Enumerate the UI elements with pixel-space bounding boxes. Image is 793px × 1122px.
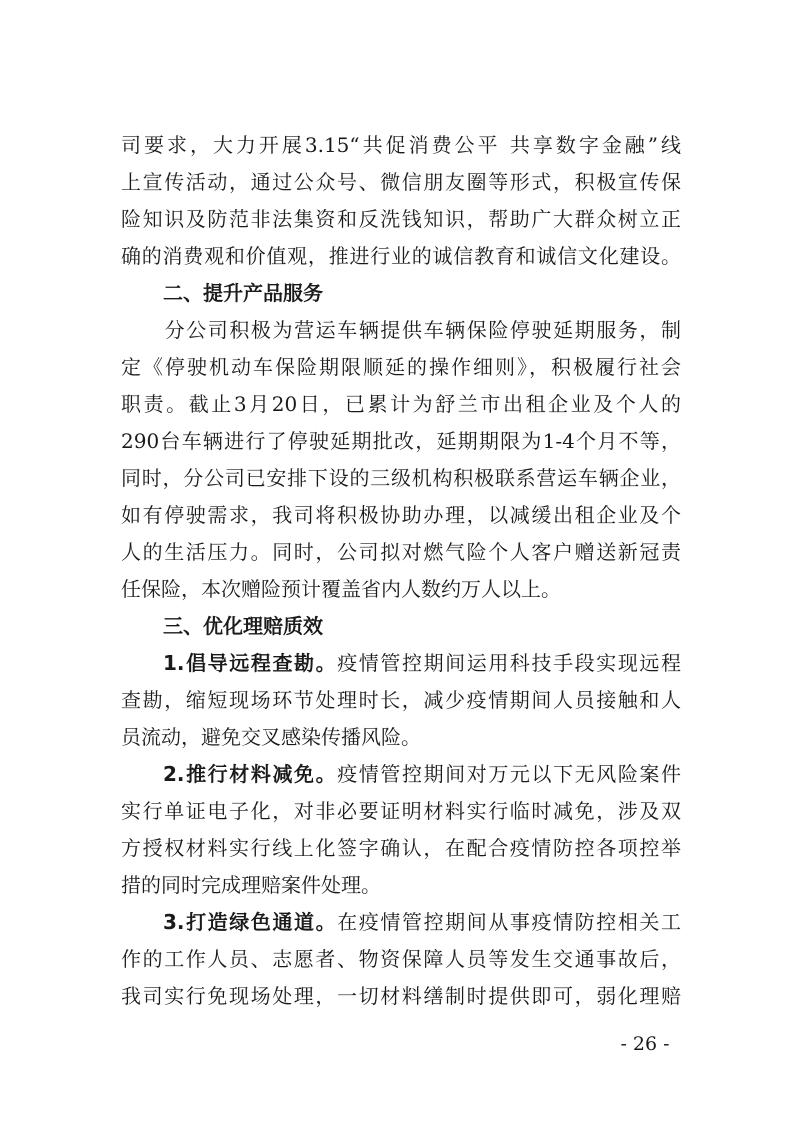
subheading: 3.打造绿色通道。	[163, 910, 338, 934]
paragraph-line: 查勘，缩短现场环节处理时长，减少疫情期间人员接触和人	[121, 688, 681, 712]
paragraph-line: 同时，分公司已安排下设的三级机构积极联系营运车辆企业，	[121, 466, 681, 490]
section-heading	[121, 608, 681, 645]
list-item-line: 1.倡导远程查勘。疫情管控期间运用科技手段实现远程	[163, 651, 682, 675]
paragraph-line: 290台车辆进行了停驶延期批改，延期期限为1-4个月不等，	[121, 429, 681, 453]
paragraph-line: 如有停驶需求，我司将积极协助办理，以减缓出租企业及个	[121, 503, 681, 527]
paragraph-line: 我司实行免现场处理，一切材料缮制时提供即可，弱化理赔	[121, 984, 681, 1008]
paragraph-line: 实行单证电子化，对非必要证明材料实行临时减免，涉及双	[121, 799, 681, 823]
paragraph-line: 措的同时完成理赔案件处理。	[121, 873, 381, 897]
paragraph-line: 人的生活压力。同时，公司拟对燃气险个人客户赠送新冠责	[121, 540, 681, 564]
paragraph-line: 作的工作人员、志愿者、物资保障人员等发生交通事故后，	[121, 947, 681, 971]
subheading: 1.倡导远程查勘。	[163, 651, 338, 675]
section-heading-text: 二、提升产品服务	[163, 281, 323, 305]
body-text	[121, 127, 681, 1015]
paragraph-line: 方授权材料实行线上化签字确认，在配合疫情防控各项控举	[121, 836, 681, 860]
paragraph-line: 确的消费观和价值观，推进行业的诚信教育和诚信文化建设。	[121, 244, 681, 268]
paragraph-line: 定《停驶机动车保险期限顺延的操作细则》，积极履行社会	[121, 355, 681, 379]
paragraph-line: 分公司积极为营运车辆提供车辆保险停驶延期服务，制	[163, 318, 681, 342]
list-item-line: 3.打造绿色通道。在疫情管控期间从事疫情防控相关工	[163, 910, 682, 934]
paragraph-line: 上宣传活动，通过公众号、微信朋友圈等形式，积极宣传保	[121, 170, 681, 194]
list-item-line: 2.推行材料减免。疫情管控期间对万元以下无风险案件	[163, 762, 682, 786]
paragraph-line: 员流动，避免交叉感染传播风险。	[121, 725, 421, 749]
paragraph-line: 险知识及防范非法集资和反洗钱知识，帮助广大群众树立正	[121, 207, 681, 231]
section-heading-text: 三、优化理赔质效	[163, 614, 323, 638]
subheading: 2.推行材料减免。	[163, 762, 338, 786]
paragraph-line: 司要求，大力开展3.15“共促消费公平 共享数字金融”线	[121, 133, 681, 157]
paragraph-line: 职责。截止3月20日，已累计为舒兰市出租企业及个人的	[121, 392, 681, 416]
paragraph-line: 任保险，本次赠险预计覆盖省内人数约万人以上。	[121, 577, 561, 601]
section-heading	[121, 275, 681, 312]
page-number: - 26 -	[620, 1033, 670, 1055]
